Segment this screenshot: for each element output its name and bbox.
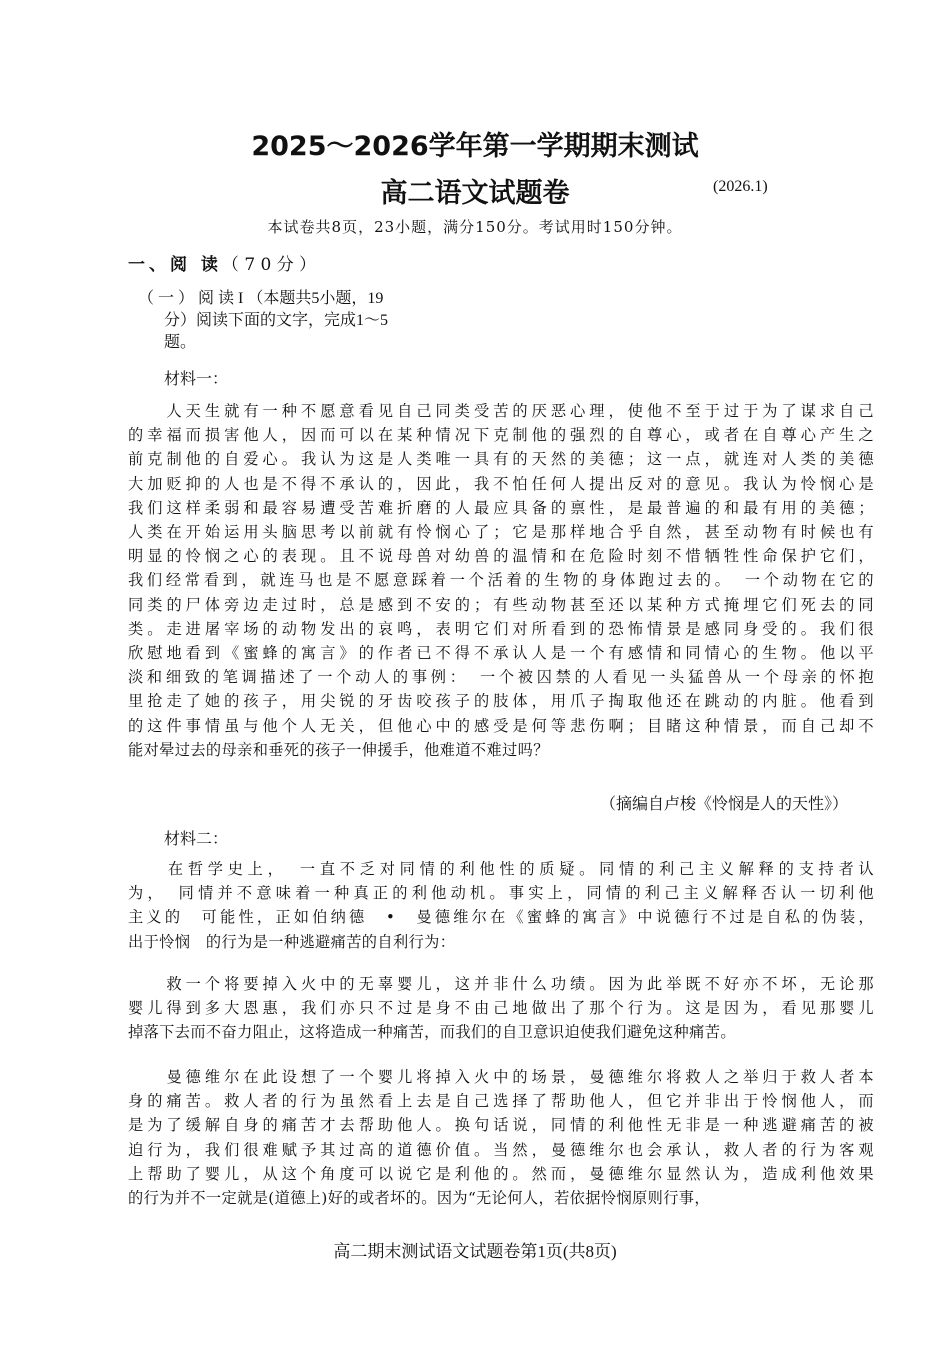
text-line: 出于怜悯 的行为是一种逃避痛苦的自利行为：	[128, 932, 456, 951]
text-line: 大加贬抑的人也是不得不承认的，因此，我不怕任何人提出反对的意见。我认为怜悯心是	[128, 474, 874, 493]
text-line: 在哲学史上， 一直不乏对同情的利他性的质疑。同情的利己主义解释的支持者认	[128, 860, 874, 878]
material2-paragraph-2	[128, 1065, 874, 1210]
text-line: 婴儿得到多大恩惠，我们亦只不过是身不由己地做出了那个行为。这是因为，看见那婴儿	[128, 999, 874, 1018]
text-line: 前克制他的自爱心。我认为这是人类唯一具有的天然的美德；这一点，就连对人类的美德	[128, 450, 874, 469]
text-line: 我们经常看到，就连马也是不愿意踩着一个活着的生物的身体跑过去的。 一个动物在它的	[128, 571, 874, 590]
text-line: 欣慰地看到《蜜蜂的寓言》的作者已不得不承认人是一个有感情和同情心的生物。他以平	[128, 644, 874, 663]
text-line: 是为了缓解自身的痛苦才去帮助他人。换句话说，同情的利他性无非是一种逃避痛苦的被	[128, 1116, 874, 1135]
exam-date: (2026.1)	[713, 178, 768, 195]
text-line: 淡和细致的笔调描述了一个动人的事例： 一个被囚禁的人看见一头猛兽从一个母亲的怀抱	[128, 668, 874, 687]
material2-quote	[128, 972, 874, 1045]
paper-title: 高二语文试题卷	[380, 178, 570, 209]
text-line: 明显的怜悯之心的表现。且不说母兽对幼兽的温情和在危险时刻不惜牺牲性命保护它们，	[128, 547, 874, 566]
text-line: 我们这样柔弱和最容易遭受苦难折磨的人最应具备的禀性，是最普遍的和最有用的美德；	[128, 498, 874, 517]
text-line: 的行为并不一定就是(道德上)好的或者坏的。因为“无论何人，若依据怜悯原则行事，	[128, 1189, 710, 1208]
text-line: 人天生就有一种不愿意看见自己同类受苦的厌恶心理，使他不至于过于为了谋求自己	[128, 402, 874, 420]
text-line: 救一个将要掉入火中的无辜婴儿，这并非什么功绩。因为此举既不好亦不坏，无论那	[128, 975, 874, 993]
material2-paragraph-1	[128, 857, 874, 954]
page-footer: 高二期末测试语文试题卷第1页(共8页)	[333, 1242, 617, 1261]
subsection-line: （ 一 ） 阅 读 I （本题共5小题，19	[138, 290, 384, 307]
subsection-line: 题。	[164, 334, 197, 351]
material1-text	[128, 399, 874, 762]
text-line: 迫行为，我们很难赋予其过高的道德价值。当然，曼德维尔也会承认，救人者的行为客观	[128, 1140, 874, 1159]
text-line: 的这件事情虽与他个人无关，但他心中的感受是何等悲伤啊；目睹这种情景，而自己却不	[128, 716, 874, 735]
material2-label: 材料二：	[164, 831, 229, 848]
section-heading	[128, 250, 316, 275]
exam-info: 本试卷共8页，23小题，满分150分。考试用时150分钟。	[267, 218, 683, 236]
text-line: 为， 同情并不意味着一种真正的利他动机。事实上，同情的利己主义解释否认一切利他	[128, 884, 874, 903]
section-label: 一、阅 读	[128, 255, 222, 275]
exam-title: 2025～2026学年第一学期期末测试	[251, 131, 699, 162]
text-line: 主义的 可能性，正如伯纳德 • 曼德维尔在《蜜蜂的寓言》中说德行不过是自私的伪装，	[128, 908, 874, 927]
subsection-heading	[138, 288, 450, 354]
text-line: 掉落下去而不奋力阻止，这将造成一种痛苦，而我们的自卫意识迫使我们避免这种痛苦。	[128, 1023, 736, 1042]
text-line: 里抢走了她的孩子，用尖锐的牙齿咬孩子的肢体，用爪子掏取他还在跳动的内脏。他看到	[128, 692, 874, 711]
text-line: 身的痛苦。救人者的行为虽然看上去是自己选择了帮助他人，但它并非出于怜悯他人，而	[128, 1092, 874, 1111]
text-line: 人类在开始运用头脑思考以前就有怜悯心了；它是那样地合乎自然，甚至动物有时候也有	[128, 523, 874, 542]
text-line: 的幸福而损害他人，因而可以在某种情况下克制他的强烈的自尊心，或者在自尊心产生之	[128, 426, 874, 445]
subsection-line: 分）阅读下面的文字，完成1～5	[164, 312, 389, 329]
text-line: 能对晕过去的母亲和垂死的孩子一伸援手，他难道不难过吗？	[128, 740, 549, 759]
text-line: 同类的尸体旁边走过时，总是感到不安的；有些动物甚至还以某种方式掩埋它们死去的同	[128, 595, 874, 614]
section-score: （ 7 0 分 ）	[221, 255, 317, 275]
text-line: 上帮助了婴儿，从这个角度可以说它是利他的。然而，曼德维尔显然认为，造成利他效果	[128, 1164, 874, 1183]
material1-source: （摘编自卢梭《怜悯是人的天性》）	[600, 796, 849, 813]
material1-label: 材料一：	[164, 371, 229, 388]
text-line: 类。走进屠宰场的动物发出的哀鸣，表明它们对所看到的恐怖情景是感同身受的。我们很	[128, 619, 874, 638]
text-line: 曼德维尔在此设想了一个婴儿将掉入火中的场景，曼德维尔将救人之举归于救人者本	[128, 1068, 874, 1086]
